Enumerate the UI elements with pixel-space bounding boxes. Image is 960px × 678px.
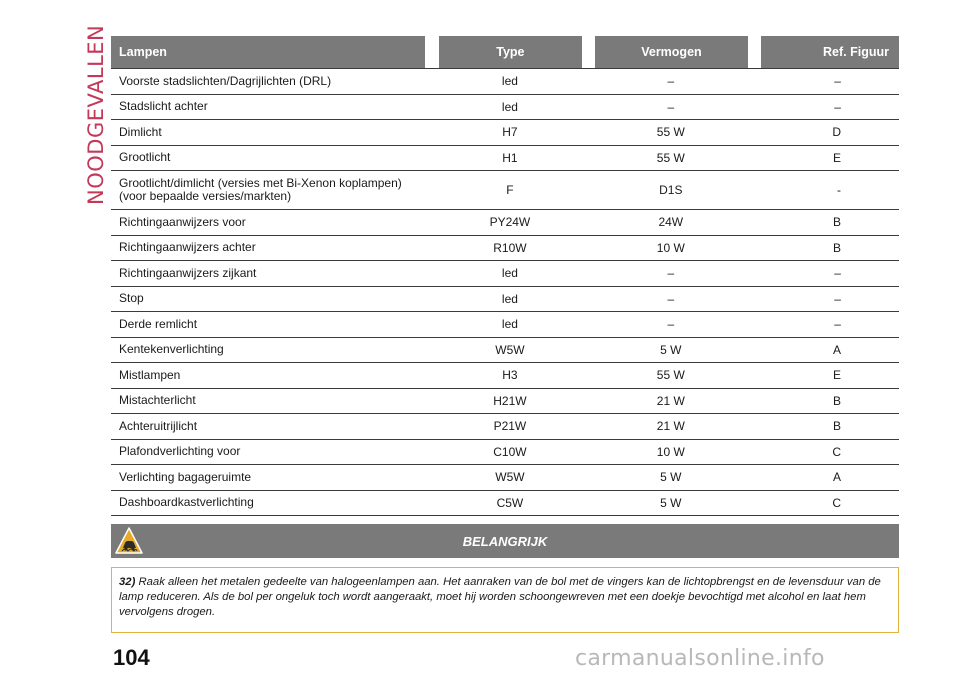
header-type: Type [439, 36, 581, 68]
cell-vermogen: – [667, 317, 675, 332]
page-number: 104 [113, 645, 150, 670]
cell-type: led [501, 99, 518, 114]
cell-ref-figuur: – [834, 291, 841, 306]
cell-ref-figuur: – [834, 317, 841, 332]
table-row [111, 440, 899, 466]
cell-vermogen: 55 W [656, 368, 685, 383]
cell-lamp-name: Achteruitrijlicht [119, 418, 198, 433]
table-row [111, 414, 899, 440]
cell-lamp-name: Richtingaanwijzers voor [119, 214, 246, 229]
cell-vermogen: 10 W [656, 444, 685, 459]
cell-vermogen: 10 W [656, 240, 685, 255]
cell-ref-figuur: B [832, 419, 841, 434]
cell-ref-figuur: C [832, 444, 841, 459]
cell-ref-figuur: B [832, 393, 841, 408]
cell-lamp-name: Richtingaanwijzers achter [119, 240, 256, 255]
table-row [111, 389, 899, 415]
cell-type: C10W [493, 444, 527, 459]
cell-type: W5W [495, 470, 525, 485]
cell-lamp-name: Voorste stadslichten/Dagrijlichten (DRL) [119, 73, 332, 88]
table-row [111, 146, 899, 172]
lamp-table [111, 36, 899, 516]
header-ref-figuur: Ref. Figuur [761, 36, 899, 68]
cell-ref-figuur: A [832, 342, 841, 357]
warning-car-icon [115, 526, 143, 556]
notice-body [111, 567, 899, 633]
cell-ref-figuur: A [832, 470, 841, 485]
cell-lamp-name: Mistachterlicht [119, 393, 196, 408]
cell-ref-figuur: – [834, 99, 841, 114]
cell-lamp-name: Grootlicht [119, 150, 171, 165]
cell-type: R10W [493, 240, 527, 255]
notice-header [111, 524, 899, 558]
cell-vermogen: 5 W [660, 342, 682, 357]
cell-lamp-name: Verlichting bagageruimte [119, 469, 252, 484]
cell-ref-figuur: B [832, 215, 841, 230]
cell-type: C5W [496, 495, 524, 510]
cell-ref-figuur: B [832, 240, 841, 255]
cell-lamp-name: Stadslicht achter [119, 99, 208, 114]
cell-type: F [506, 183, 514, 197]
section-title: NOODGEVALLEN [84, 24, 108, 205]
table-row [111, 312, 899, 338]
cell-vermogen: 21 W [656, 393, 685, 408]
cell-vermogen: D1S [659, 183, 683, 197]
table-row [111, 210, 899, 236]
cell-vermogen: 55 W [656, 150, 685, 165]
cell-vermogen: 21 W [656, 419, 685, 434]
cell-ref-figuur: - [836, 183, 841, 197]
cell-ref-figuur: E [832, 150, 841, 165]
cell-ref-figuur: – [834, 266, 841, 281]
cell-lamp-name: Grootlicht/dimlicht (versies met Bi-Xenon koplampen) (voor bepaalde versies/markten) [119, 176, 402, 203]
cell-type: led [501, 317, 518, 332]
cell-type: P21W [493, 419, 527, 434]
cell-vermogen: – [667, 291, 675, 306]
cell-lamp-name: Dashboardkastverlichting [119, 495, 254, 510]
table-row [111, 236, 899, 262]
cell-vermogen: 24W [658, 215, 684, 230]
cell-type: H21W [493, 393, 527, 408]
table-row [111, 287, 899, 313]
watermark: carmanualsonline.info [575, 646, 825, 671]
cell-ref-figuur: – [834, 74, 841, 89]
cell-vermogen: 5 W [660, 470, 682, 485]
cell-type: led [501, 74, 518, 89]
table-header [111, 36, 899, 69]
cell-type: led [501, 291, 518, 306]
cell-lamp-name: Kentekenverlichting [119, 342, 224, 357]
table-body [111, 69, 899, 516]
notice-number: 32) [119, 576, 136, 588]
cell-vermogen: – [667, 99, 675, 114]
cell-ref-figuur: C [832, 495, 841, 510]
cell-ref-figuur: D [832, 125, 841, 140]
cell-lamp-name: Dimlicht [119, 124, 162, 139]
cell-lamp-name: Plafondverlichting voor [119, 444, 241, 459]
table-row [111, 363, 899, 389]
table-row [111, 171, 899, 210]
cell-vermogen: 5 W [660, 495, 682, 510]
cell-lamp-name: Derde remlicht [119, 316, 198, 331]
cell-vermogen: – [667, 266, 675, 281]
header-lampen: Lampen [111, 36, 425, 68]
cell-type: led [501, 266, 518, 281]
cell-type: H3 [502, 368, 518, 383]
notice-text: Raak alleen het metalen gedeelte van halogeenlampen aan. Het aanraken van de bol met de vingers kan de lichtopbrengst en de levensduur van de lamp reduceren. Als de bol per ongeluk toch wordt aangeraakt, moet hij worden schoongewreven met een doekje bevochtigd met alcohol en laat hem vervolgens drogen. [119, 576, 881, 618]
table-row [111, 69, 899, 95]
cell-ref-figuur: E [832, 368, 841, 383]
cell-vermogen: 55 W [656, 125, 685, 140]
cell-type: W5W [495, 342, 525, 357]
cell-lamp-name: Richtingaanwijzers zijkant [119, 265, 257, 280]
table-row [111, 338, 899, 364]
cell-lamp-name: Stop [119, 291, 144, 306]
cell-type: PY24W [489, 215, 531, 230]
table-row [111, 120, 899, 146]
table-row [111, 261, 899, 287]
cell-type: H7 [502, 125, 518, 140]
notice-title: BELANGRIJK [462, 533, 548, 549]
header-vermogen: Vermogen [595, 36, 747, 68]
table-row [111, 465, 899, 491]
table-row [111, 95, 899, 121]
cell-type: H1 [502, 150, 518, 165]
table-row [111, 491, 899, 517]
cell-lamp-name: Mistlampen [119, 367, 181, 382]
cell-vermogen: – [667, 74, 675, 89]
